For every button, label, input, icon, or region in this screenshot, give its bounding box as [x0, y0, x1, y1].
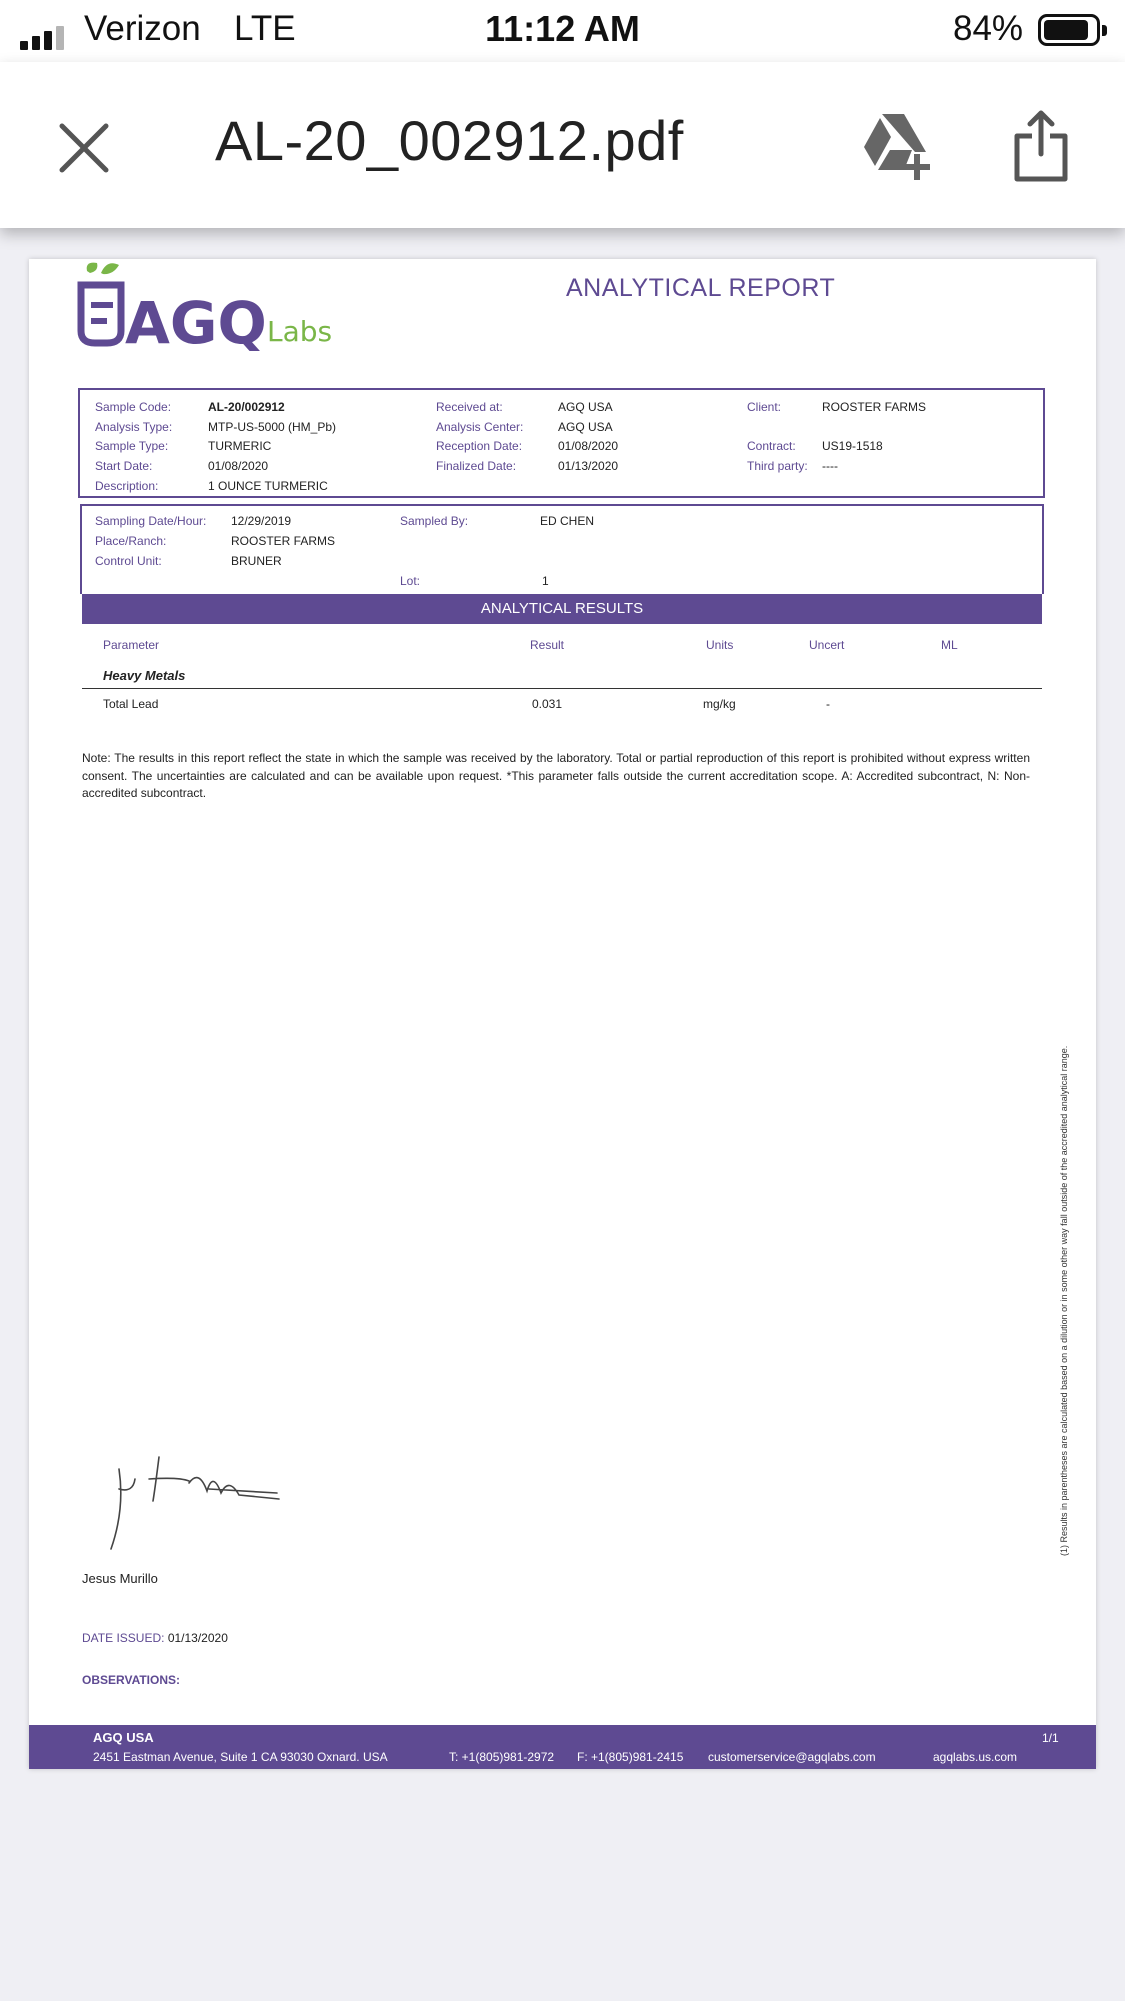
report-footer — [29, 1725, 1096, 1769]
client-value: ROOSTER FARMS — [822, 400, 927, 414]
sample-code-value: AL-20/002912 — [208, 400, 285, 414]
third-party-value: ---- — [822, 459, 838, 473]
report-title: ANALYTICAL REPORT — [566, 274, 836, 302]
sampled-by-label: Sampled By: — [400, 514, 469, 528]
sample-type-value: TURMERIC — [208, 439, 272, 453]
sampling-info-box — [80, 504, 1044, 594]
control-unit-label: Control Unit: — [95, 554, 162, 568]
analysis-type-value: MTP-US-5000 (HM_Pb) — [208, 420, 337, 434]
reception-date-label: Reception Date: — [436, 439, 523, 453]
document-header — [0, 62, 1125, 228]
contract-label: Contract: — [747, 439, 796, 453]
signer-name: Jesus Murillo — [82, 1571, 158, 1586]
status-time: 11:12 AM — [485, 8, 640, 49]
page-number: 1/1 — [1042, 1731, 1059, 1745]
date-issued-value: 01/13/2020 — [167, 1631, 228, 1645]
sample-info-box — [78, 388, 1045, 498]
sample-code-label: Sample Code: — [95, 400, 172, 414]
footer-email[interactable]: customerservice@agqlabs.com — [708, 1750, 876, 1764]
date-issued — [82, 1631, 228, 1645]
date-issued-label: DATE ISSUED: — [82, 1631, 165, 1645]
observations-label: OBSERVATIONS: — [82, 1673, 181, 1687]
start-date-value: 01/08/2020 — [208, 459, 269, 473]
document-title: AL-20_002912.pdf — [215, 109, 684, 172]
footer-fax: F: +1(805)981-2415 — [577, 1750, 684, 1764]
place-value: ROOSTER FARMS — [231, 534, 336, 548]
divider — [82, 688, 1042, 689]
carrier-name: Verizon — [84, 9, 201, 48]
footer-website[interactable]: agqlabs.us.com — [933, 1750, 1018, 1764]
agq-labs-logo — [77, 261, 347, 351]
sampling-date-value: 12/29/2019 — [231, 514, 292, 528]
start-date-label: Start Date: — [95, 459, 153, 473]
pdf-page[interactable] — [29, 259, 1096, 1769]
finalized-date-value: 01/13/2020 — [558, 459, 619, 473]
footer-phone: T: +1(805)981-2972 — [449, 1750, 555, 1764]
logo-subtext: Labs — [267, 315, 333, 348]
signature-image — [89, 1449, 289, 1559]
control-unit-value: BRUNER — [231, 554, 282, 568]
row-uncert: - — [826, 697, 830, 711]
analysis-type-label: Analysis Type: — [95, 420, 173, 434]
contract-value: US19-1518 — [822, 439, 883, 453]
received-at-value: AGQ USA — [558, 400, 613, 414]
agq-labs-logo-icon — [77, 261, 347, 351]
network-type: LTE — [234, 9, 296, 48]
logo-text: AGQ — [125, 289, 267, 351]
footer-address: 2451 Eastman Avenue, Suite 1 CA 93030 Oxnard. USA — [93, 1750, 388, 1764]
close-button[interactable] — [54, 118, 114, 178]
sample-type-label: Sample Type: — [95, 439, 169, 453]
third-party-label: Third party: — [747, 459, 808, 473]
battery-icon — [1038, 14, 1100, 46]
share-icon — [1012, 108, 1070, 184]
description-value: 1 OUNCE TURMERIC — [208, 479, 328, 493]
column-ml: ML — [941, 638, 958, 652]
battery-fill — [1044, 20, 1088, 40]
save-to-drive-button[interactable] — [860, 110, 936, 182]
lot-value: 1 — [542, 574, 549, 588]
status-bar — [0, 0, 1125, 62]
analysis-center-label: Analysis Center: — [436, 420, 524, 434]
share-button[interactable] — [1012, 108, 1070, 184]
description-label: Description: — [95, 479, 159, 493]
side-note: (1) Results in parentheses are calculated based on a dilution or in some other way fall outside of the accredited analytical range. — [1059, 1045, 1069, 1556]
finalized-date-label: Finalized Date: — [436, 459, 517, 473]
reception-date-value: 01/08/2020 — [558, 439, 619, 453]
report-note: Note: The results in this report reflect the state in which the sample was received by the laboratory. Total or partial reproduction of this report is prohibited without express written consent. The uncertainties are calculated and can be available upon request. *This parameter falls outside the current accreditation scope. A: Accredited subcontract, N: Non-accredited subcontract. — [82, 751, 1030, 800]
sampled-by-value: ED CHEN — [540, 514, 595, 528]
place-label: Place/Ranch: — [95, 534, 167, 548]
lot-label: Lot: — [400, 574, 421, 588]
column-uncert: Uncert — [809, 638, 845, 652]
row-units: mg/kg — [703, 697, 736, 711]
signature-icon — [89, 1449, 289, 1559]
column-parameter: Parameter — [103, 638, 160, 652]
row-parameter: Total Lead — [103, 697, 159, 711]
row-result: 0.031 — [532, 697, 563, 711]
analysis-center-value: AGQ USA — [558, 420, 613, 434]
google-drive-add-icon — [860, 110, 936, 182]
sampling-date-label: Sampling Date/Hour: — [95, 514, 207, 528]
results-header: ANALYTICAL RESULTS — [82, 594, 1042, 624]
column-units: Units — [706, 638, 734, 652]
group-heading: Heavy Metals — [103, 668, 186, 683]
battery-percent: 84% — [953, 9, 1024, 48]
column-result: Result — [530, 638, 565, 652]
close-icon — [54, 118, 114, 178]
footer-company: AGQ USA — [93, 1730, 154, 1745]
client-label: Client: — [747, 400, 782, 414]
received-at-label: Received at: — [436, 400, 503, 414]
